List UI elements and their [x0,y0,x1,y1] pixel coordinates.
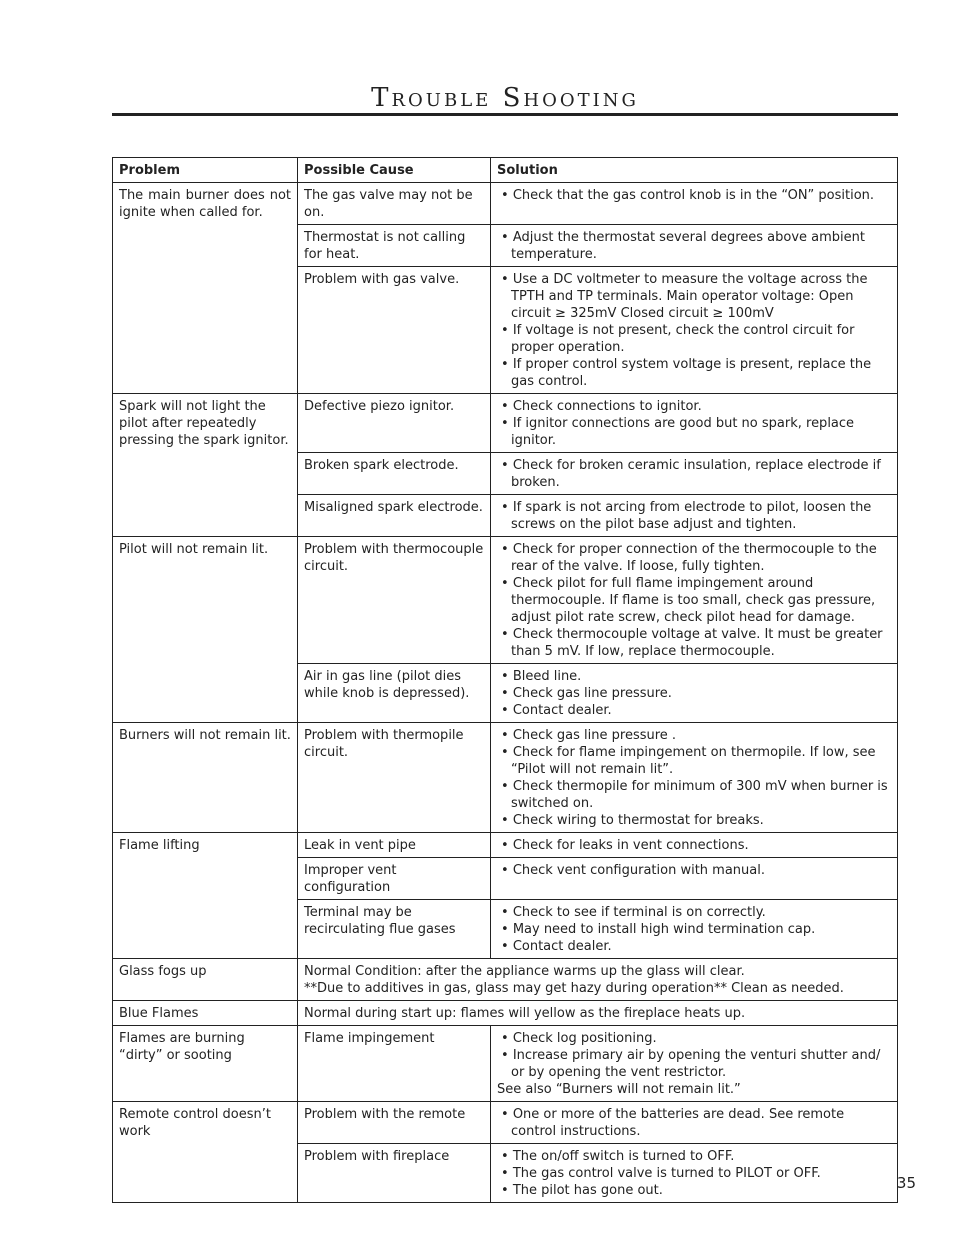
problem-cell: Pilot will not remain lit. [113,537,298,723]
solution-cell [491,1026,898,1102]
column-header-solution: Solution [491,158,898,183]
table-row [113,1026,898,1102]
column-header-cause: Possible Cause [298,158,491,183]
table-body [113,183,898,1203]
solution-bullet: • Check thermocouple voltage at valve. It must be greater than 5 mV. If low, replace thermocouple. [497,626,891,660]
cause-cell: Problem with the remote [298,1102,491,1144]
note-cell [298,959,898,1001]
solution-bullet: • Increase primary air by opening the venturi shutter and/ or by opening the vent restrictor. [497,1047,891,1081]
cause-cell: Misaligned spark electrode. [298,495,491,537]
solution-bullet: • Check pilot for full flame impingement around thermocouple. If flame is too small, check gas pressure, adjust pilot rate screw, check pilot head for damage. [497,575,891,626]
solution-cell [491,723,898,833]
solution-bullet: • Check thermopile for minimum of 300 mV when burner is switched on. [497,778,891,812]
solution-cell [491,1144,898,1203]
note-cell [298,1001,898,1026]
solution-note: See also “Burners will not remain lit.” [497,1082,741,1097]
cause-cell: Leak in vent pipe [298,833,491,858]
solution-bullet: • Check wiring to thermostat for breaks. [497,812,891,829]
cause-cell: Problem with thermocouple circuit. [298,537,491,664]
cause-cell: The gas valve may not be on. [298,183,491,225]
solution-bullet: • One or more of the batteries are dead. See remote control instructions. [497,1106,891,1140]
solution-bullet: • Adjust the thermostat several degrees above ambient temperature. [497,229,891,263]
cause-cell: Problem with gas valve. [298,267,491,394]
solution-bullet: • Check connections to ignitor. [497,398,891,415]
problem-cell: Flame lifting [113,833,298,959]
solution-cell [491,664,898,723]
problem-cell: Spark will not light the pilot after repeatedly pressing the spark ignitor. [113,394,298,537]
cause-cell: Defective piezo ignitor. [298,394,491,453]
solution-bullet: • Check to see if terminal is on correctly. [497,904,891,921]
table-row [113,394,898,453]
problem-cell: The main burner does not ignite when called for. [113,183,298,394]
solution-bullet: • Check gas line pressure. [497,685,891,702]
problem-cell: Blue Flames [113,1001,298,1026]
solution-bullet: • Check that the gas control knob is in the “ON” position. [497,187,891,204]
solution-bullet: • Check for flame impingement on thermopile. If low, see “Pilot will not remain lit”. [497,744,891,778]
solution-cell [491,267,898,394]
solution-bullet: • Use a DC voltmeter to measure the voltage across the TPTH and TP terminals. Main operator voltage: Open circuit ≥ 325mV Closed circuit ≥ 100mV [497,271,891,322]
solution-bullet: • May need to install high wind termination cap. [497,921,891,938]
problem-cell: Glass fogs up [113,959,298,1001]
table-header-row [113,158,898,183]
solution-cell [491,183,898,225]
solution-bullet: • Bleed line. [497,668,891,685]
solution-bullet: • The gas control valve is turned to PILOT or OFF. [497,1165,891,1182]
cause-cell: Improper vent configuration [298,858,491,900]
cause-cell: Problem with fireplace [298,1144,491,1203]
table-row [113,537,898,664]
solution-bullet: • Contact dealer. [497,938,891,955]
problem-cell: Remote control doesn’t work [113,1102,298,1203]
note-line: Normal Condition: after the appliance warms up the glass will clear. [304,964,745,979]
solution-bullet: • Check for proper connection of the thermocouple to the rear of the valve. If loose, fully tighten. [497,541,891,575]
cause-cell: Flame impingement [298,1026,491,1102]
solution-bullet: • Check log positioning. [497,1030,891,1047]
solution-bullet: • Contact dealer. [497,702,891,719]
table-row [113,183,898,225]
table-row [113,833,898,858]
solution-bullet: • Check for leaks in vent connections. [497,837,891,854]
title-divider [112,113,898,116]
solution-cell [491,1102,898,1144]
problem-cell: Burners will not remain lit. [113,723,298,833]
solution-bullet: • If voltage is not present, check the control circuit for proper operation. [497,322,891,356]
cause-cell: Thermostat is not calling for heat. [298,225,491,267]
table-row [113,959,898,1001]
solution-cell [491,833,898,858]
solution-cell [491,900,898,959]
solution-bullet: • If proper control system voltage is present, replace the gas control. [497,356,891,390]
solution-bullet: • Check gas line pressure . [497,727,891,744]
page-title: Trouble Shooting [371,83,639,113]
solution-cell [491,394,898,453]
solution-cell [491,225,898,267]
solution-bullet: • The on/off switch is turned to OFF. [497,1148,891,1165]
solution-cell [491,858,898,900]
cause-cell: Air in gas line (pilot dies while knob is depressed). [298,664,491,723]
page-number: 35 [896,1174,916,1192]
note-line: Normal during start up: flames will yellow as the fireplace heats up. [304,1006,746,1021]
solution-cell [491,537,898,664]
solution-bullet: • Check for broken ceramic insulation, replace electrode if broken. [497,457,891,491]
table-row [113,1102,898,1144]
troubleshooting-table [112,157,898,1203]
table-row [113,1001,898,1026]
problem-cell: Flames are burning “dirty” or sooting [113,1026,298,1102]
cause-cell: Broken spark electrode. [298,453,491,495]
column-header-problem: Problem [113,158,298,183]
note-line: **Due to additives in gas, glass may get hazy during operation** Clean as needed. [304,981,844,996]
cause-cell: Problem with thermopile circuit. [298,723,491,833]
cause-cell: Terminal may be recirculating flue gases [298,900,491,959]
solution-bullet: • Check vent configuration with manual. [497,862,891,879]
solution-cell [491,453,898,495]
solution-bullet: • The pilot has gone out. [497,1182,891,1199]
solution-cell [491,495,898,537]
solution-bullet: • If ignitor connections are good but no spark, replace ignitor. [497,415,891,449]
table-row [113,723,898,833]
solution-bullet: • If spark is not arcing from electrode to pilot, loosen the screws on the pilot base adjust and tighten. [497,499,891,533]
